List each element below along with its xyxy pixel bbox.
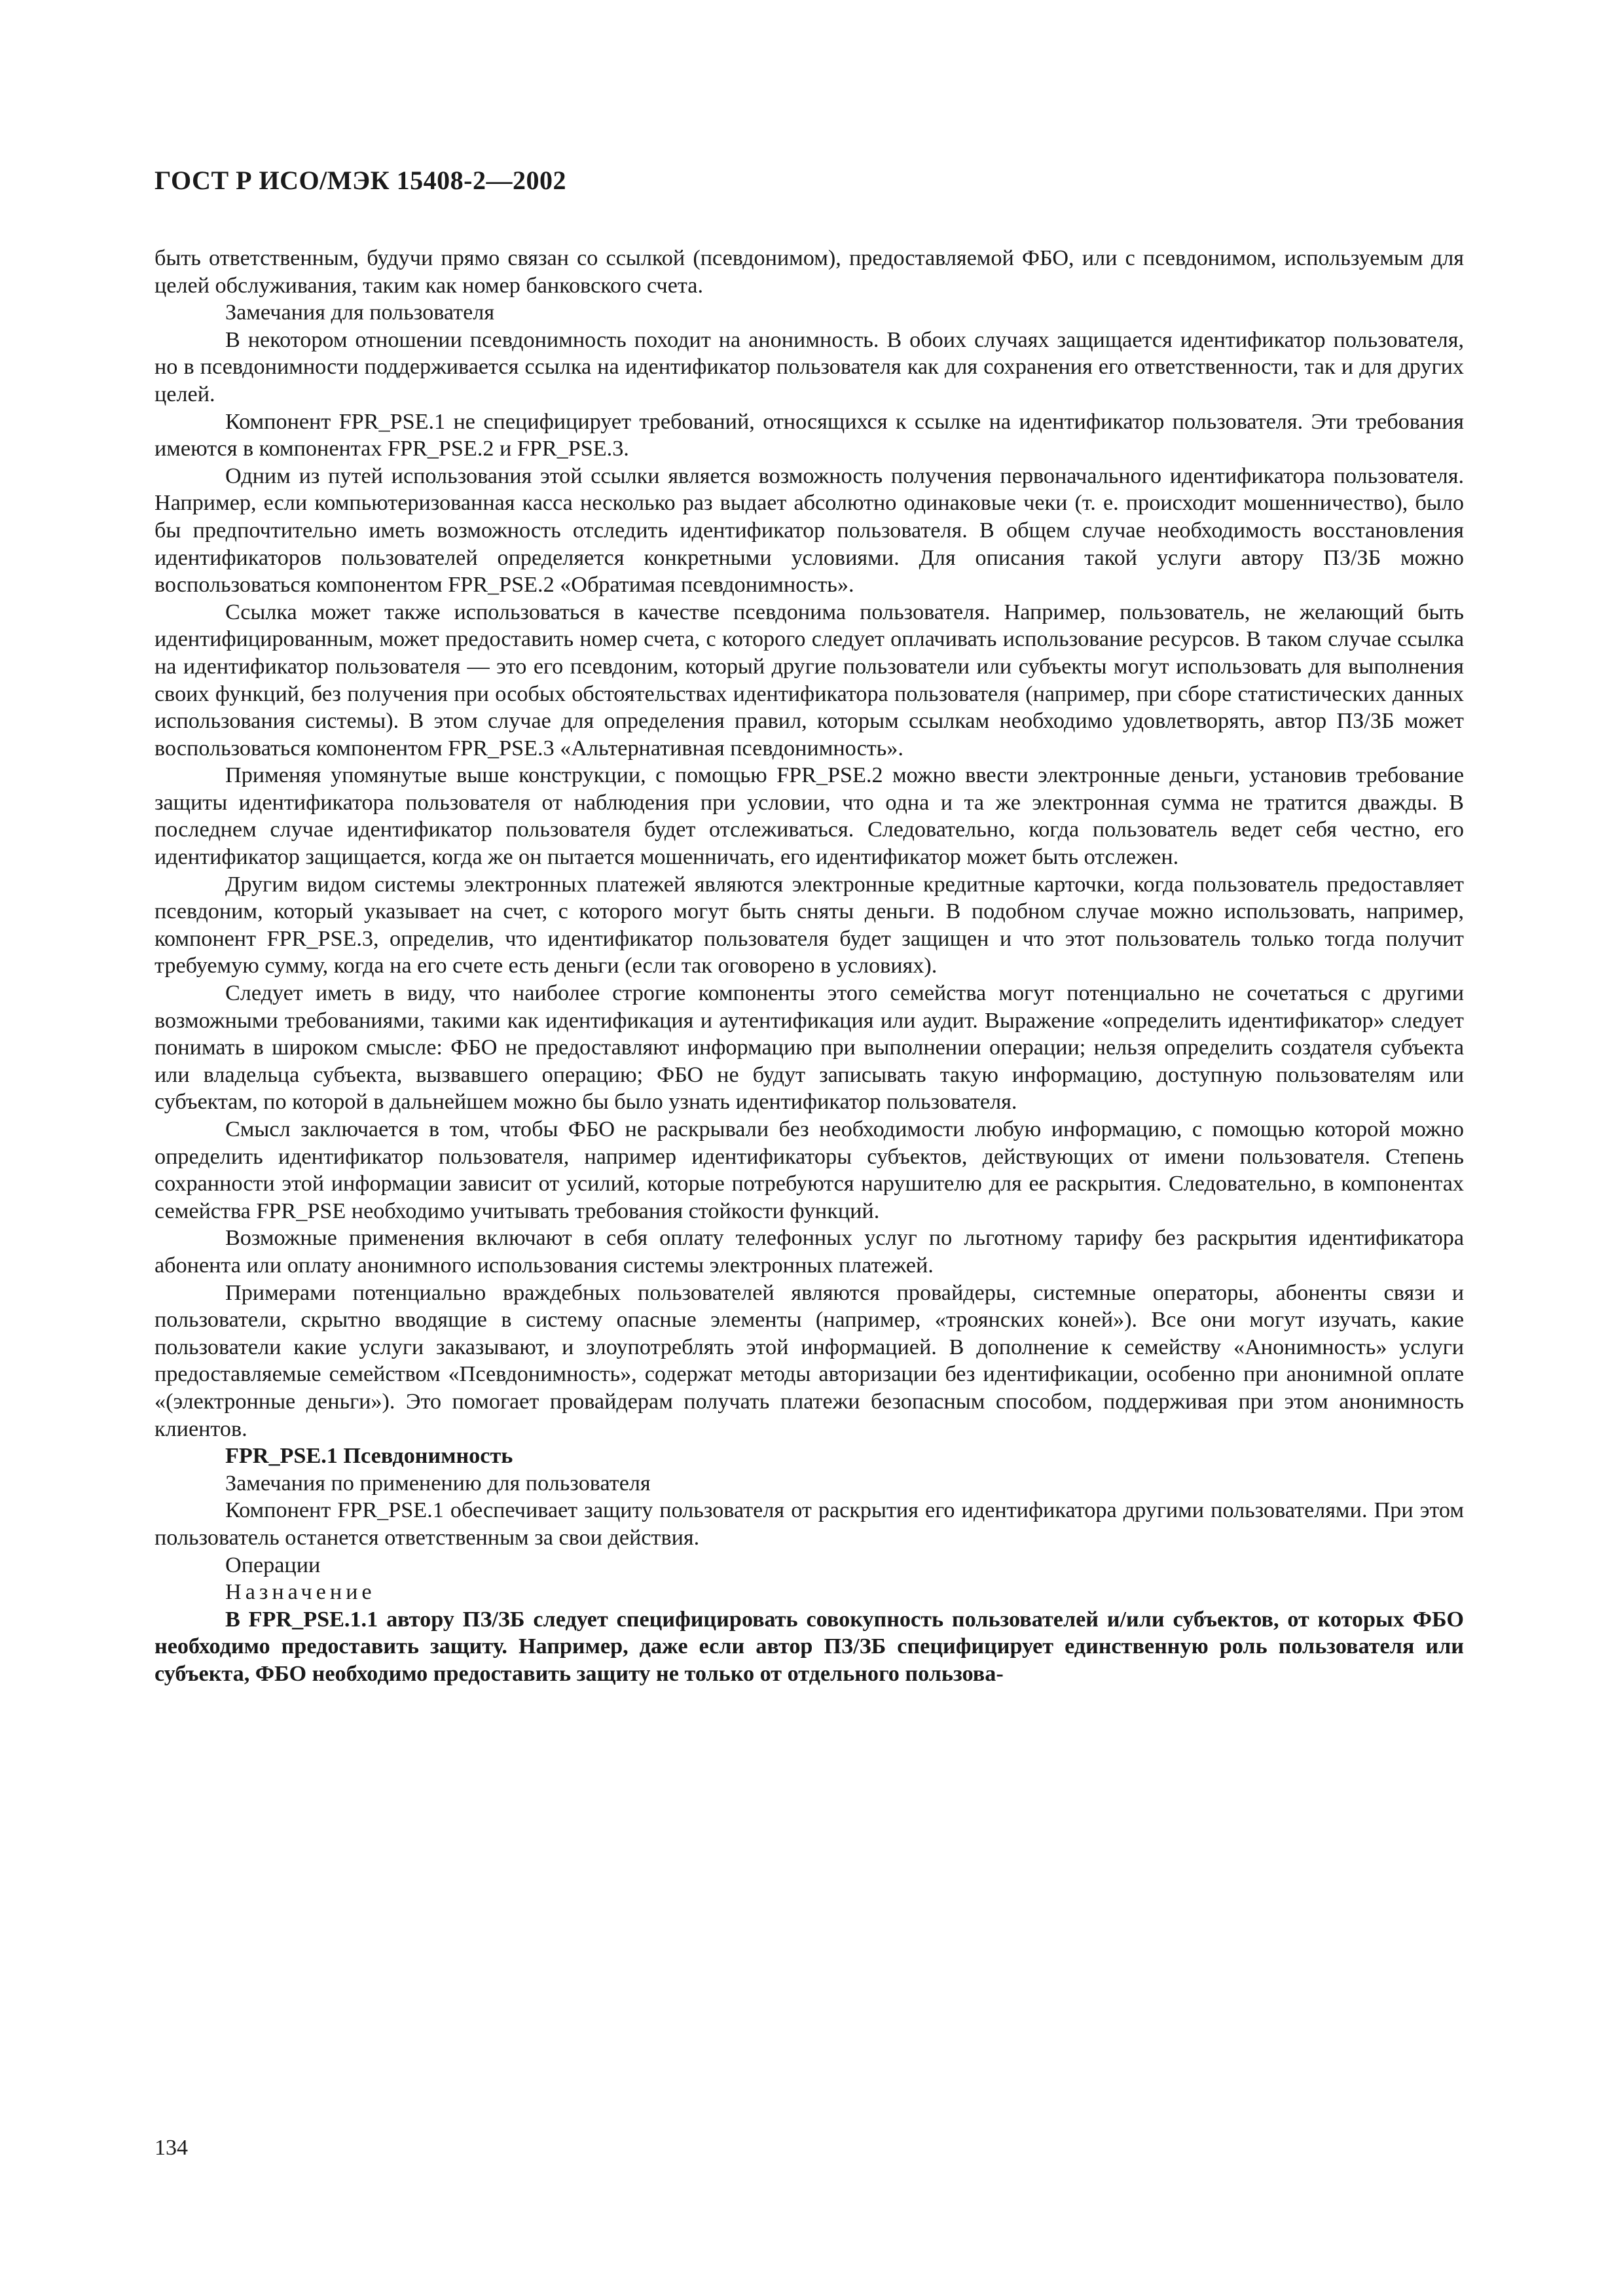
paragraph: В некотором отношении псевдонимность походит на анонимность. В обоих случаях защищается идентификатор пользователя, но в псевдонимности поддерживается ссылка на идентификатор пользователя как для сохранения его ответственности, так и для других целей. bbox=[155, 327, 1464, 406]
paragraph: Ссылка может также использоваться в качестве псевдонима пользователя. Например, пользователь, не желающий быть идентифицированным, может предоставить номер счета, с которого следует оплачивать использование ресурсов. В таком случае ссылка на идентификатор пользователя — это его псевдоним, который другие пользователи или субъекты могут использовать для выполнения своих функций, без получения при особых обстоятельствах идентификатора пользователя (например, при сборе статистических данных использования системы). В этом случае для определения правил, которым ссылкам необходимо удовлетворять, автор ПЗ/ЗБ может воспользоваться компонентом FPR_PSE.3 «Альтернативная псевдонимность». bbox=[155, 600, 1464, 761]
subheading-operations: Операции bbox=[225, 1552, 321, 1577]
subheading-assignment: Назначение bbox=[225, 1580, 376, 1605]
paragraph: Примерами потенциально враждебных пользователей являются провайдеры, системные операторы, абоненты связи и пользователи, скрытно вводящие в систему опасные элементы (например, «троянских коней»). Все они могут изучать, какие пользователи какие услуги заказывают, и злоупотреблять этой информацией. В дополнение к семейству «Анонимность» услуги предоставляемые семейством «Псевдонимность», содержат методы авторизации без идентификации, особенно при анонимной оплате «(электронные деньги»). Это помогает провайдерам получать платежи безопасным способом, поддерживая при этом анонимность клиентов. bbox=[155, 1280, 1464, 1441]
page-number: 134 bbox=[155, 2136, 188, 2160]
subheading-user-notes: Замечания для пользователя bbox=[225, 300, 495, 325]
paragraph: Другим видом системы электронных платежей являются электронные кредитные карточки, когда пользователь предоставляет псевдоним, который указывает на счет, с которого могут быть сняты деньги. В подобном случае можно использовать, например, компонент FPR_PSE.3, определив, что идентификатор пользователя будет защищен и что этот пользователь только тогда получит требуемую сумму, когда на его счете есть деньги (если так оговорено в условиях). bbox=[155, 872, 1464, 978]
section-heading: FPR_PSE.1 Псевдонимность bbox=[225, 1444, 513, 1469]
subheading-application-notes: Замечания по применению для пользователя bbox=[225, 1471, 651, 1496]
paragraph: Возможные применения включают в себя оплату телефонных услуг по льготному тарифу без раскрытия идентификатора абонента или оплату анонимного использования системы электронных платежей. bbox=[155, 1226, 1464, 1278]
document-body bbox=[155, 245, 1464, 1687]
paragraph: Смысл заключается в том, чтобы ФБО не раскрывали без необходимости любую информацию, с помощью которой можно определить идентификатор пользователя, например идентификаторы субъектов, действующих от имени пользователя. Степень сохранности этой информации зависит от усилий, которые потребуются нарушителю для ее раскрытия. Следовательно, в компонентах семейства FPR_PSE необходимо учитывать требования стойкости функций. bbox=[155, 1117, 1464, 1223]
paragraph-bold: В FPR_PSE.1.1 автору ПЗ/ЗБ следует специфицировать совокупность пользователей и/или субъектов, от которых ФБО необходимо предоставить защиту. Например, даже если автор ПЗ/ЗБ специфицирует единственную роль пользователя или субъекта, ФБО необходимо предоставить защиту не только от отдельного пользова- bbox=[155, 1607, 1464, 1686]
paragraph: Компонент FPR_PSE.1 обеспечивает защиту пользователя от раскрытия его идентификатора другими пользователями. При этом пользователь останется ответственным за свои действия. bbox=[155, 1498, 1464, 1550]
paragraph: Следует иметь в виду, что наиболее строгие компоненты этого семейства могут потенциально не сочетаться с другими возможными требованиями, такими как идентификация и аутентификация или аудит. Выражение «определить идентификатор» следует понимать в широком смысле: ФБО не предоставляют информацию при выполнении операции; нельзя определить создателя субъекта или владельца субъекта, вызвавшего операцию; ФБО не будут записывать такую информацию, доступную пользователям или субъектам, по которой в дальнейшем можно бы было узнать идентификатор пользователя. bbox=[155, 981, 1464, 1115]
paragraph: Применяя упомянутые выше конструкции, с помощью FPR_PSE.2 можно ввести электронные деньги, установив требование защиты идентификатора пользователя от наблюдения при условии, что одна и та же электронная сумма не тратится дважды. В последнем случае идентификатор пользователя будет отслеживаться. Следовательно, когда пользователь ведет себя честно, его идентификатор защищается, когда же он пытается мошенничать, его идентификатор может быть отслежен. bbox=[155, 763, 1464, 870]
document-header: ГОСТ Р ИСО/МЭК 15408-2—2002 bbox=[155, 166, 566, 195]
paragraph: Компонент FPR_PSE.1 не специфицирует требований, относящихся к ссылке на идентификатор пользователя. Эти требования имеются в компонентах FPR_PSE.2 и FPR_PSE.3. bbox=[155, 409, 1464, 461]
paragraph-continuation: быть ответственным, будучи прямо связан со ссылкой (псевдонимом), предоставляемой ФБО, или с псевдонимом, используемым для целей обслуживания, таким как номер банковского счета. bbox=[155, 246, 1464, 298]
paragraph: Одним из путей использования этой ссылки является возможность получения первоначального идентификатора пользователя. Например, если компьютеризованная касса несколько раз выдает абсолютно одинаковые чеки (т. е. происходит мошенничество), было бы предпочтительно иметь возможность отследить идентификатор пользователя. В общем случае необходимость восстановления идентификаторов пользователей определяется конкретными условиями. Для описания такой услуги автору ПЗ/ЗБ можно воспользоваться компонентом FPR_PSE.2 «Обратимая псевдонимность». bbox=[155, 463, 1464, 598]
